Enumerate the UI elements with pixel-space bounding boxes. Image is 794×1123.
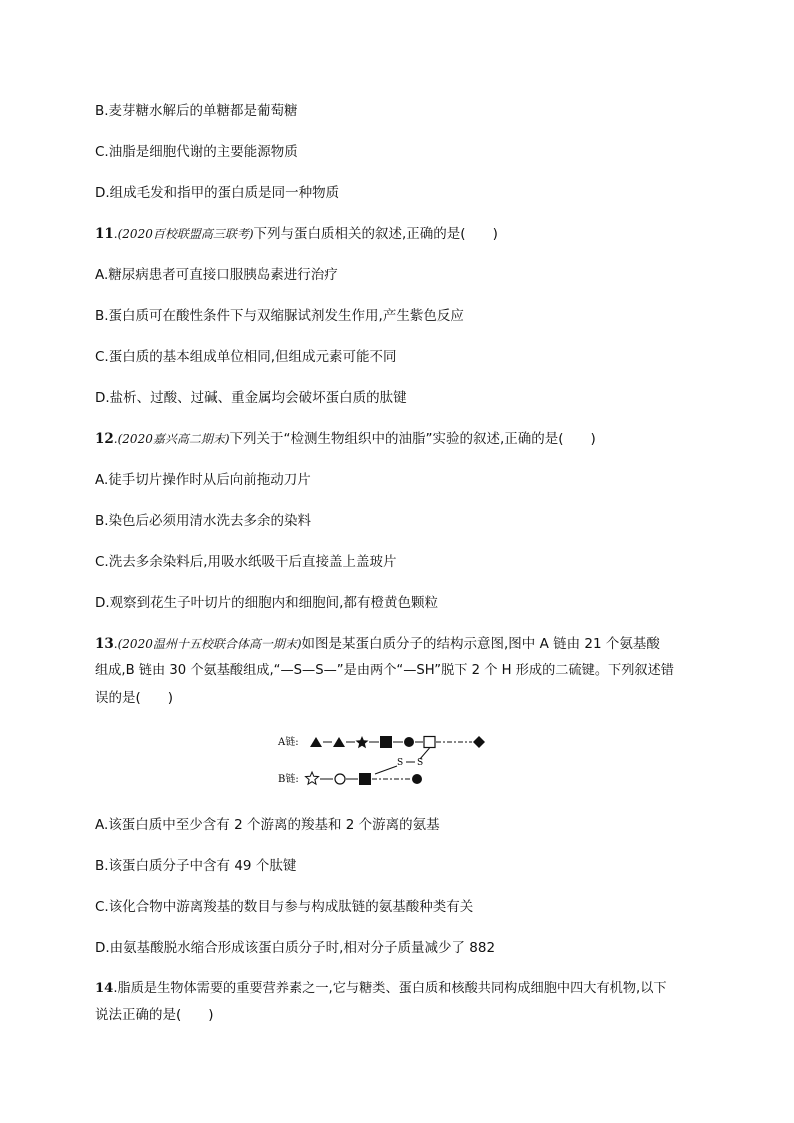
chain-a xyxy=(310,736,485,748)
q12-stem xyxy=(95,430,596,448)
q12-option-d: D.观察到花生子叶切片的细胞内和细胞间,都有橙黄色颗粒 xyxy=(95,595,438,611)
square-filled-icon xyxy=(359,773,371,785)
circle-outline-icon xyxy=(335,774,345,784)
q13-option-b: B.该蛋白质分子中含有 49 个肽键 xyxy=(95,858,297,874)
q11-option-b: B.蛋白质可在酸性条件下与双缩脲试剂发生作用,产生紫色反应 xyxy=(95,308,464,324)
disulfide-bond-line xyxy=(375,766,397,774)
q11-option-a: A.糖尿病患者可直接口服胰岛素进行治疗 xyxy=(95,267,338,283)
circle-filled-icon xyxy=(404,737,414,747)
question-text: 下列与蛋白质相关的叙述,正确的是( ) xyxy=(253,226,498,242)
triangle-icon xyxy=(310,737,322,747)
question-number: 11 xyxy=(95,226,114,242)
star-outline-icon xyxy=(306,772,319,784)
sulfur-label: S xyxy=(397,758,404,768)
q13-stem-line3: 误的是( ) xyxy=(95,690,174,706)
q11-option-c: C.蛋白质的基本组成单位相同,但组成元素可能不同 xyxy=(95,349,397,365)
protein-structure-diagram xyxy=(270,728,530,794)
q14-stem-line1 xyxy=(95,980,667,998)
q11-stem xyxy=(95,225,498,243)
chain-b xyxy=(306,772,423,785)
square-filled-icon xyxy=(380,736,392,748)
circle-filled-icon xyxy=(412,774,422,784)
q10-option-c: C.油脂是细胞代谢的主要能源物质 xyxy=(95,144,298,160)
q13-stem-line2: 组成,B 链由 30 个氨基酸组成,“—S—S—”是由两个“—SH”脱下 2 个 H 形成的二硫键。下列叙述错 xyxy=(95,663,674,678)
diamond-icon xyxy=(473,736,485,748)
q10-option-b: B.麦芽糖水解后的单糖都是葡萄糖 xyxy=(95,103,298,119)
question-source: .(2020温州十五校联合体高一期末) xyxy=(113,637,302,651)
q12-option-b: B.染色后必须用清水洗去多余的染料 xyxy=(95,513,312,529)
q11-option-d: D.盐析、过酸、过碱、重金属均会破坏蛋白质的肽键 xyxy=(95,390,407,406)
star-filled-icon xyxy=(356,736,369,748)
q13-option-a: A.该蛋白质中至少含有 2 个游离的羧基和 2 个游离的氨基 xyxy=(95,817,440,833)
question-text: 如图是某蛋白质分子的结构示意图,图中 A 链由 21 个氨基酸 xyxy=(301,636,660,652)
question-source: .(2020百校联盟高三联考) xyxy=(113,227,254,241)
q10-option-d: D.组成毛发和指甲的蛋白质是同一种物质 xyxy=(95,185,340,201)
q14-stem-line2: 说法正确的是( ) xyxy=(95,1007,214,1023)
q13-stem-line1 xyxy=(95,635,660,653)
sulfur-label: S xyxy=(417,758,424,768)
disulfide-bond-line xyxy=(420,748,430,759)
question-number: 12 xyxy=(95,431,114,447)
chain-b-label: B链: xyxy=(278,774,299,785)
question-text: .脂质是生物体需要的重要营养素之一,它与糖类、蛋白质和核酸共同构成细胞中四大有机物,以下 xyxy=(113,981,667,996)
triangle-icon xyxy=(333,737,345,747)
q13-option-d: D.由氨基酸脱水缩合形成该蛋白质分子时,相对分子质量减少了 882 xyxy=(95,940,496,956)
question-number: 13 xyxy=(95,636,114,652)
chain-a-label: A链: xyxy=(278,737,299,748)
question-number: 14 xyxy=(95,981,114,996)
q12-option-c: C.洗去多余染料后,用吸水纸吸干后直接盖上盖玻片 xyxy=(95,554,397,570)
q12-option-a: A.徒手切片操作时从后向前拖动刀片 xyxy=(95,472,311,488)
q13-option-c: C.该化合物中游离羧基的数目与参与构成肽链的氨基酸种类有关 xyxy=(95,899,474,915)
question-text: 下列关于“检测生物组织中的油脂”实验的叙述,正确的是( ) xyxy=(229,431,596,447)
square-outline-icon xyxy=(424,737,435,748)
question-source: .(2020嘉兴高二期末) xyxy=(113,432,230,446)
